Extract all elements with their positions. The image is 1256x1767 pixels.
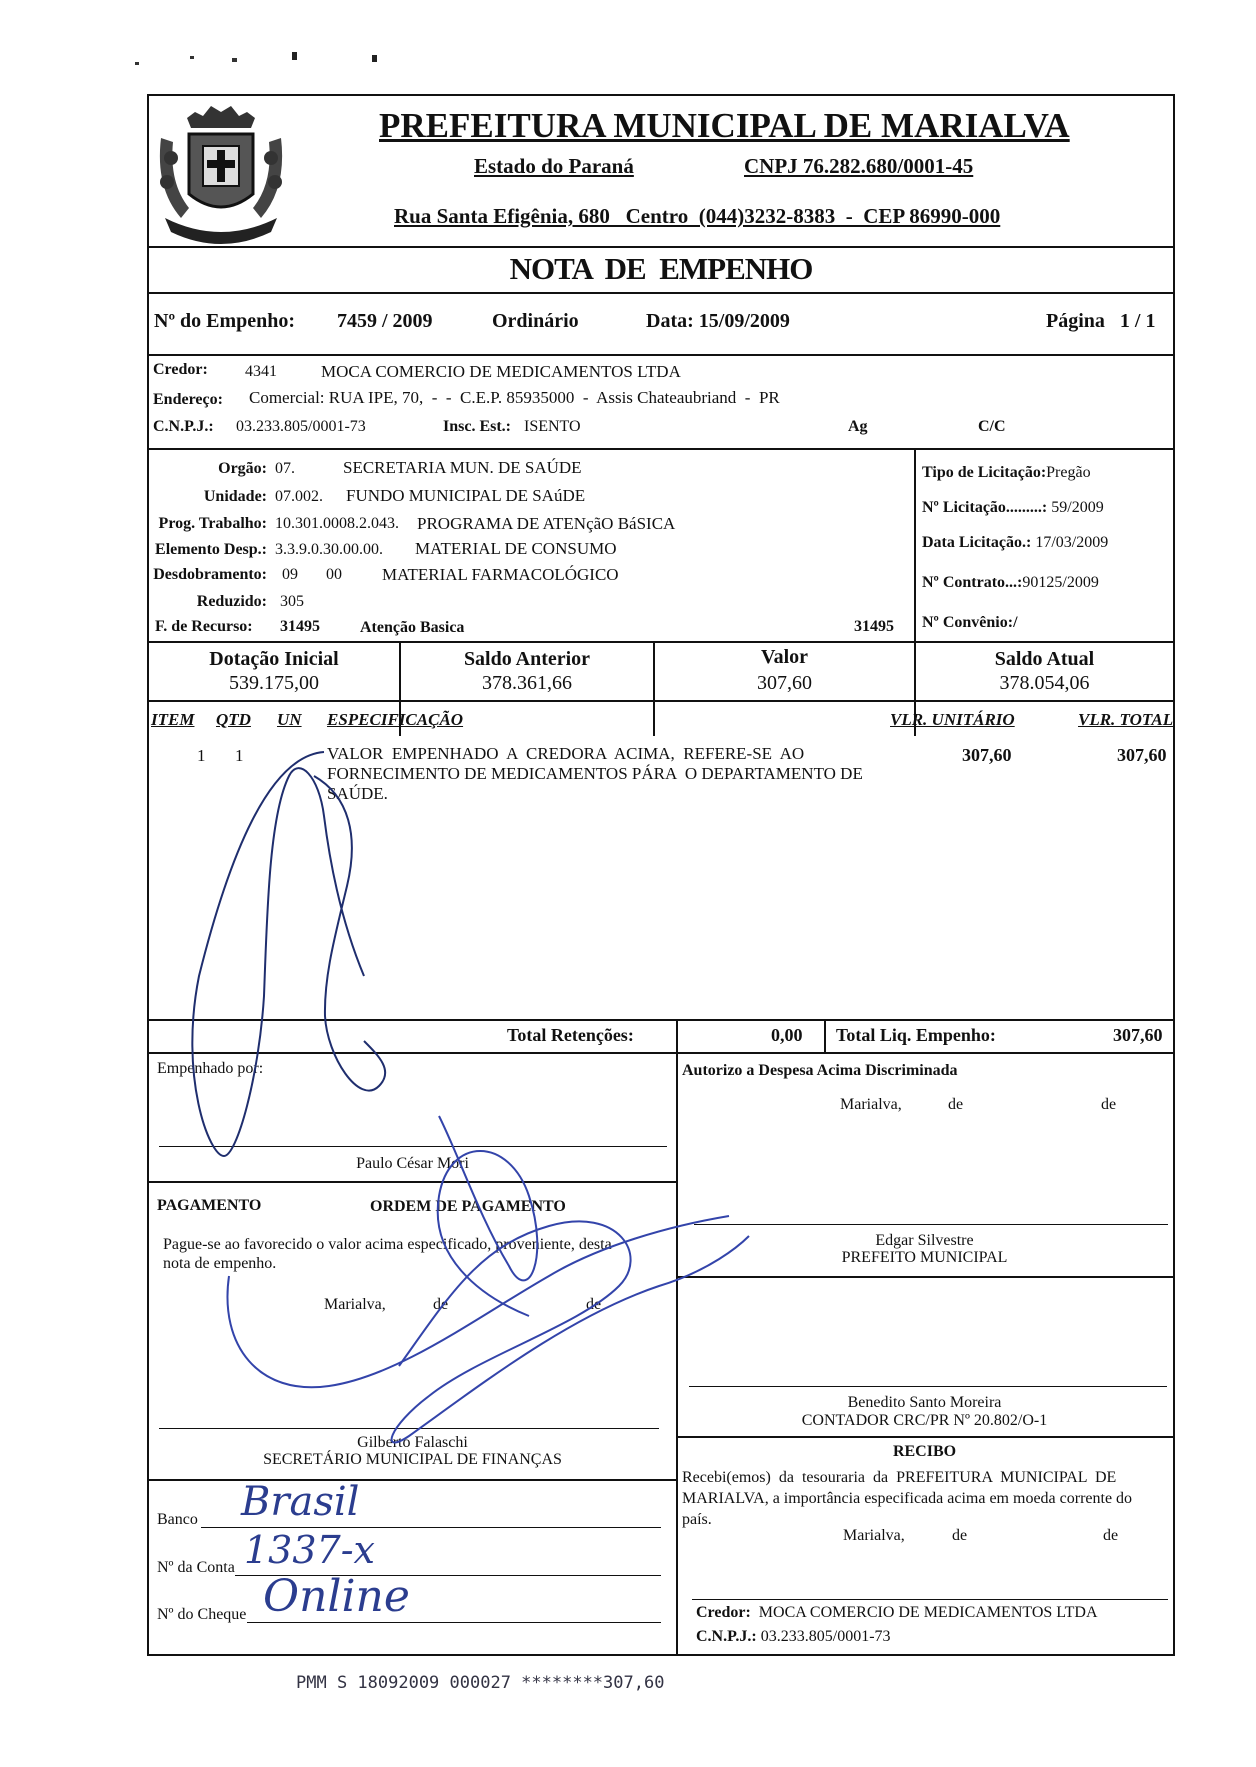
credor-name: MOCA COMERCIO DE MEDICAMENTOS LTDA xyxy=(321,362,681,381)
saldo-anterior-value: 378.361,66 xyxy=(482,672,572,694)
pagamento-text-2: nota de empenho. xyxy=(163,1255,277,1272)
dotacao-value: 539.175,00 xyxy=(229,672,319,694)
recibo-de-2: de xyxy=(1103,1527,1119,1544)
col-especificacao: ESPECIFICAÇÃO xyxy=(327,710,464,729)
empenho-type: Ordinário xyxy=(492,310,579,332)
empenhado-name: Paulo César Mori xyxy=(356,1155,469,1172)
desdobramento-a: 09 xyxy=(282,566,298,583)
secretario-name: Gilberto Falaschi xyxy=(357,1434,468,1451)
pagamento-text-1: Pague-se ao favorecido o valor acima especificado, proveniente, desta xyxy=(163,1236,612,1253)
payment-stamp: PMM S 18092009 000027 ********307,60 xyxy=(296,1673,665,1693)
recibo-credor: Credor: MOCA COMERCIO DE MEDICAMENTOS LTDA xyxy=(696,1604,1098,1621)
valor-value: 307,60 xyxy=(757,672,812,694)
numero-licitacao: Nº Licitação.........: 59/2009 xyxy=(922,499,1104,516)
credor-cnpj-label: C.N.P.J.: xyxy=(153,418,214,435)
insc-label: Insc. Est.: xyxy=(443,418,512,435)
unidade-label: Unidade: xyxy=(203,488,267,505)
empenhado-label: Empenhado por: xyxy=(157,1060,264,1077)
col-qtd: QTD xyxy=(216,710,251,729)
recibo-cnpj: C.N.P.J.: 03.233.805/0001-73 xyxy=(696,1628,891,1645)
credor-code: 4341 xyxy=(245,363,277,380)
recurso-code-2: 31495 xyxy=(854,618,894,635)
agencia-label: Ag xyxy=(848,418,868,435)
unidade-code: 07.002. xyxy=(275,488,323,505)
prog-trabalho-code: 10.301.0008.2.043. xyxy=(275,515,399,532)
row-vlr-total: 307,60 xyxy=(1117,745,1167,765)
numero-contrato: Nº Contrato...:90125/2009 xyxy=(922,574,1099,591)
tipo-licitacao: Tipo de Licitação:Pregão xyxy=(922,464,1091,481)
recibo-label: RECIBO xyxy=(892,1443,957,1460)
prefeito-name: Edgar Silvestre xyxy=(875,1232,974,1249)
recibo-text-1: Recebi(emos) da tesouraria da PREFEITURA MUNICIPAL DE xyxy=(682,1469,1117,1486)
col-un: UN xyxy=(277,710,302,729)
secretario-title: SECRETÁRIO MUNICIPAL DE FINANÇAS xyxy=(263,1451,562,1468)
pagamento-label: PAGAMENTO xyxy=(157,1197,262,1214)
insc-value: ISENTO xyxy=(524,418,581,435)
page-number: Página 1 / 1 xyxy=(1046,310,1156,332)
banco-label: Banco xyxy=(157,1511,198,1528)
contador-title: CONTADOR CRC/PR Nº 20.802/O-1 xyxy=(801,1412,1048,1429)
desdobramento-b: 00 xyxy=(326,566,342,583)
orgao-code: 07. xyxy=(275,460,295,477)
empenho-date: Data: 15/09/2009 xyxy=(646,310,790,332)
elemento-label: Elemento Desp.: xyxy=(155,541,267,558)
row-spec-line-3: SAÚDE. xyxy=(327,784,388,803)
row-qtd: 1 xyxy=(235,746,244,765)
recurso-label: F. de Recurso: xyxy=(155,618,253,635)
contador-name: Benedito Santo Moreira xyxy=(847,1394,1002,1411)
reduzido-value: 305 xyxy=(280,593,304,610)
desdobramento-label: Desdobramento: xyxy=(153,566,267,583)
prefeito-title: PREFEITO MUNICIPAL xyxy=(841,1249,1008,1266)
total-liq-label: Total Liq. Empenho: xyxy=(836,1025,996,1045)
cheque-label: Nº do Cheque xyxy=(157,1606,247,1623)
data-licitacao: Data Licitação.: 17/03/2009 xyxy=(922,534,1109,551)
recibo-de-1: de xyxy=(952,1527,968,1544)
recurso-name: Atenção Basica xyxy=(360,619,465,636)
orgao-label: Orgão: xyxy=(218,460,267,477)
col-vlr-unitario: VLR. UNITÁRIO xyxy=(890,710,1015,729)
col-vlr-total: VLR. TOTAL xyxy=(1078,710,1174,729)
autorizo-de-1: de xyxy=(948,1096,964,1113)
row-spec-line-1: VALOR EMPENHADO A CREDORA ACIMA, REFERE-SE AO xyxy=(327,744,805,763)
autorizo-city: Marialva, xyxy=(840,1096,902,1113)
saldo-atual-label: Saldo Atual xyxy=(994,648,1095,670)
cheque-value: Online xyxy=(263,1571,410,1622)
retencoes-label: Total Retenções: xyxy=(507,1025,634,1045)
recurso-code: 31495 xyxy=(280,618,320,635)
orgao-name: SECRETARIA MUN. DE SAÚDE xyxy=(343,458,582,477)
banco-value: Brasil xyxy=(241,1479,360,1525)
conta-value: 1337-x xyxy=(244,1528,375,1572)
pagamento-city: Marialva, xyxy=(324,1296,386,1313)
autorizo-label: Autorizo a Despesa Acima Discriminada xyxy=(682,1062,958,1079)
credor-address: Comercial: RUA IPE, 70, - - C.E.P. 85935000 - Assis Chateaubriand - PR xyxy=(249,388,780,407)
row-item: 1 xyxy=(197,746,206,765)
empenho-form xyxy=(147,94,1175,1656)
dotacao-label: Dotação Inicial xyxy=(209,648,339,670)
recibo-text-3: país. xyxy=(682,1511,712,1528)
valor-label: Valor xyxy=(760,646,809,668)
header-state: Estado do Paraná xyxy=(474,154,634,178)
reduzido-label: Reduzido: xyxy=(196,593,267,610)
saldo-atual-value: 378.054,06 xyxy=(999,672,1090,694)
conta-corrente-label: C/C xyxy=(978,418,1006,435)
desdobramento-name: MATERIAL FARMACOLÓGICO xyxy=(382,565,619,584)
prog-trabalho-name: PROGRAMA DE ATENçãO BáSICA xyxy=(417,514,676,533)
autorizo-de-2: de xyxy=(1101,1096,1117,1113)
col-item: ITEM xyxy=(151,710,195,729)
prog-trabalho-label: Prog. Trabalho: xyxy=(158,515,267,532)
retencoes-value: 0,00 xyxy=(771,1025,803,1045)
recibo-text-2: MARIALVA, a importância especificada acima em moeda corrente do xyxy=(682,1490,1133,1507)
header-cnpj: CNPJ 76.282.680/0001-45 xyxy=(744,154,974,178)
header-address: Rua Santa Efigênia, 680 Centro (044)3232-8383 - CEP 86990-000 xyxy=(394,204,1001,228)
coat-of-arms-seal xyxy=(151,98,291,250)
row-spec-line-2: FORNECIMENTO DE MEDICAMENTOS PÁRA O DEPARTAMENTO DE xyxy=(327,764,863,783)
conta-label: Nº da Conta xyxy=(157,1559,235,1576)
pagamento-de-2: de xyxy=(586,1296,602,1313)
recibo-city: Marialva, xyxy=(843,1527,905,1544)
total-liq-value: 307,60 xyxy=(1113,1025,1163,1045)
header-title: PREFEITURA MUNICIPAL DE MARIALVA xyxy=(379,106,1070,145)
credor-label: Credor: xyxy=(153,361,208,378)
elemento-code: 3.3.9.0.30.00.00. xyxy=(275,541,383,558)
empenho-number-label: Nº do Empenho: xyxy=(154,310,296,332)
credor-cnpj: 03.233.805/0001-73 xyxy=(236,418,366,435)
unidade-name: FUNDO MUNICIPAL DE SAúDE xyxy=(346,486,586,505)
address-label: Endereço: xyxy=(153,391,223,408)
saldo-anterior-label: Saldo Anterior xyxy=(463,648,591,670)
elemento-name: MATERIAL DE CONSUMO xyxy=(415,539,617,558)
empenho-number: 7459 / 2009 xyxy=(337,310,433,332)
pagamento-de-1: de xyxy=(433,1296,449,1313)
numero-convenio: Nº Convênio:/ xyxy=(922,614,1018,631)
ordem-pagamento-label: ORDEM DE PAGAMENTO xyxy=(370,1198,566,1215)
row-vlr-unitario: 307,60 xyxy=(962,745,1012,765)
document-title: NOTA DE EMPENHO xyxy=(509,251,813,286)
